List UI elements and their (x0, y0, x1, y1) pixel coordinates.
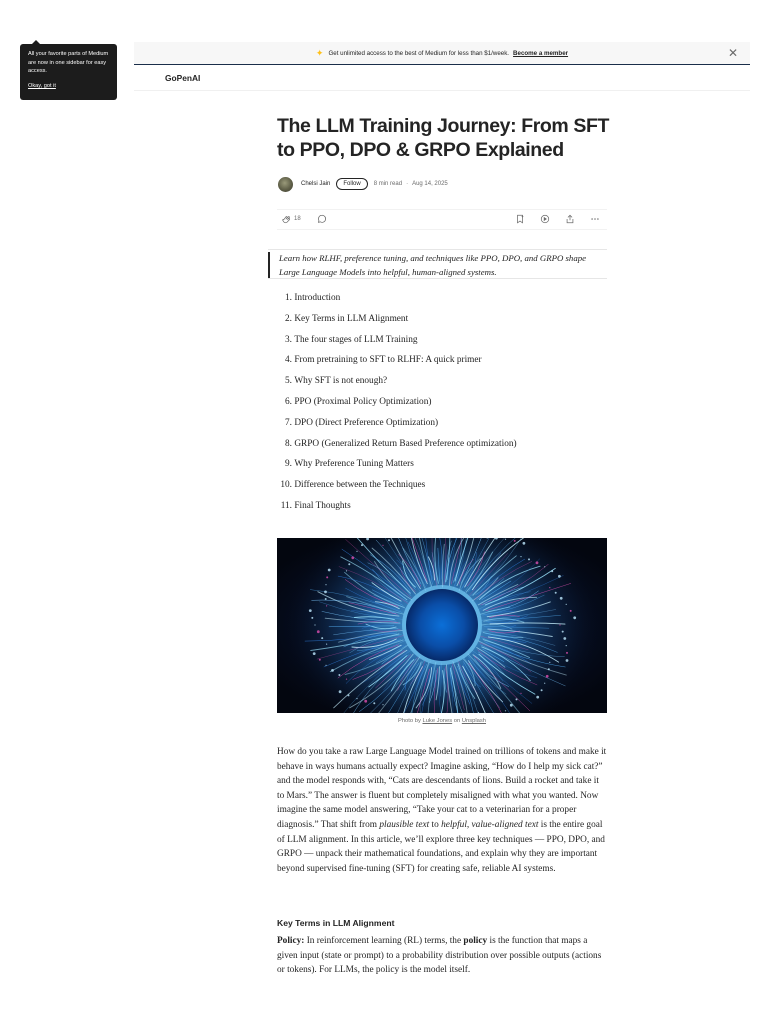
toc-number: 8. (285, 438, 292, 449)
toc-number: 1. (285, 293, 292, 303)
hero-particle (348, 563, 350, 565)
policy-label: Policy: (277, 936, 305, 946)
hero-particle (364, 700, 367, 703)
toc-number: 3. (285, 334, 292, 345)
quote-bar (268, 252, 270, 278)
caption-prefix: Photo by (397, 718, 421, 724)
toc-text: Why SFT is not enough? (294, 376, 388, 387)
hero-particle (549, 662, 550, 663)
hero-particle (551, 570, 553, 572)
unsplash-link[interactable]: Unsplash (461, 718, 487, 724)
hero-particle (382, 704, 383, 705)
comment-icon[interactable] (317, 214, 327, 226)
hero-particle (331, 669, 334, 672)
image-caption (277, 718, 607, 724)
article-subtitle (268, 249, 607, 279)
hero-particle (346, 570, 347, 571)
toc-text: Final Thoughts (294, 500, 351, 511)
listen-icon[interactable] (540, 214, 550, 226)
intro-emphasis-1: plausible text (379, 819, 430, 830)
hero-particle (505, 710, 506, 711)
byline (278, 176, 448, 192)
tooltip-ok-link[interactable]: Okay, got it (28, 82, 56, 89)
hero-particle (536, 561, 539, 564)
hero-particle (317, 630, 320, 633)
hero-particle (324, 591, 327, 594)
toc-text: The four stages of LLM Training (294, 334, 418, 345)
toc-item (277, 501, 597, 522)
toc-number: 4. (285, 355, 292, 366)
hero-particle (346, 679, 347, 680)
hero-particle (314, 624, 315, 625)
hero-particle (562, 631, 564, 633)
hero-particle (356, 551, 357, 552)
article-title: The LLM Training Journey: From SFT to PPO, DPO & GRPO Explained (277, 115, 609, 161)
hero-particle (566, 652, 568, 654)
banner-text: Get unlimited access to the best of Medium for less than $1/week. (328, 49, 510, 57)
intro-text-2: to (429, 819, 442, 830)
hero-particle (566, 604, 567, 605)
toc-text: Difference between the Techniques (294, 480, 426, 491)
hero-particle (560, 597, 563, 600)
hero-particle (541, 689, 543, 691)
hero-particle (558, 575, 561, 578)
hero-particle (505, 539, 506, 540)
hero-particle (520, 693, 521, 694)
hero-particle (548, 668, 550, 670)
publication-logo[interactable]: GoPenAI (165, 73, 201, 83)
share-icon[interactable] (565, 214, 575, 226)
hero-particle (536, 696, 539, 699)
intro-text-3: is the entire goal of LLM alignment. In this article, we’ll explore three key techniques — PPO, DPO, and GRPO — unpack their mathematical foundations, and explain why they are important beyond supervised fine-tuning (SFT) for creating safe, reliable AI systems. (277, 819, 605, 874)
toc-text: GRPO (Generalized Return Based Preference optimization) (294, 438, 517, 449)
clap-count: 18 (294, 216, 301, 222)
bookmark-icon[interactable] (515, 214, 525, 226)
policy-paragraph (277, 934, 607, 978)
policy-term: policy (463, 936, 488, 946)
sparkle-icon: ✦ (315, 47, 324, 58)
intro-paragraph (277, 745, 607, 876)
banner-divider (134, 64, 750, 65)
hero-particle (309, 609, 312, 612)
hero-particle (566, 645, 567, 646)
hero-particle (339, 690, 342, 693)
hero-particle (325, 598, 327, 600)
hero-particle (516, 698, 518, 700)
follow-button[interactable]: Follow (336, 178, 367, 190)
toc-number: 9. (285, 459, 292, 470)
close-icon[interactable]: ✕ (727, 46, 738, 60)
tooltip-text: All your favorite parts of Medium are now in one sidebar for easy access. (28, 51, 109, 75)
hero-particle (361, 544, 363, 546)
hero-particle (544, 683, 545, 684)
hero-particle (549, 587, 550, 588)
hero-particle (514, 540, 516, 542)
hero-particle (544, 566, 545, 567)
toc-item (277, 459, 597, 480)
intro-text-1: How do you take a raw Large Language Model trained on trillions of tokens and make it behave in ways humans actually expect? Imagine asking, “How do I help my sick cat?” and the model responds with, “Cats are descendants of lions. Build a rocket and take it to Mars.” The answer is fluent but completely misaligned with what you wanted. Now imagine the same model answering, “Take your cat to a veterinarian for a proper diagnosis.” That shift from (277, 747, 607, 830)
author-name[interactable]: Chelsi Jain (301, 181, 331, 187)
hero-particle (351, 556, 354, 559)
toc-item (277, 376, 597, 397)
policy-text-1: In reinforcement learning (RL) terms, the (304, 936, 464, 946)
toc-text: Key Terms in LLM Alignment (294, 313, 409, 324)
toc-text: Why Preference Tuning Matters (294, 459, 414, 470)
author-avatar[interactable] (278, 177, 293, 192)
hero-particle (326, 576, 328, 578)
hero-particle (326, 644, 327, 645)
caption-on: on (453, 718, 461, 724)
toc-number: 5. (285, 376, 292, 387)
hero-particle (528, 558, 530, 560)
hero-particle (382, 545, 383, 546)
publish-date: Aug 14, 2025 (412, 181, 448, 187)
toc-item (277, 480, 597, 501)
hero-particle (566, 659, 569, 662)
hero-particle (559, 624, 560, 625)
hero-image (277, 538, 607, 713)
table-of-contents (277, 293, 597, 522)
hero-particle (313, 652, 316, 655)
toc-item (277, 314, 597, 335)
hero-particle (325, 584, 326, 585)
toc-item (277, 397, 597, 418)
hero-particle (311, 617, 313, 619)
toc-item (277, 335, 597, 356)
byline-separator: · (406, 181, 409, 187)
hero-particle (373, 702, 375, 704)
toc-number: 11. (280, 500, 292, 511)
toc-number: 2. (285, 313, 292, 324)
hero-particle (328, 569, 331, 572)
hero-particle (388, 539, 390, 541)
policy-text-2: is the function that maps a given input (state or prompt) to a probability distribution over possible outputs (actions or tokens). For LLMs, the policy is the model itself. (277, 936, 602, 976)
clap-icon[interactable] (281, 214, 292, 227)
hero-particle (563, 637, 566, 640)
become-member-link[interactable]: Become a member (513, 49, 569, 57)
toc-text: Introduction (294, 293, 341, 303)
hero-particle (555, 592, 557, 594)
hero-particle (338, 674, 340, 676)
membership-banner (134, 42, 750, 64)
section-heading: Key Terms in LLM Alignment (277, 918, 395, 928)
toc-number: 10. (280, 480, 292, 491)
sidebar-tooltip (20, 44, 117, 100)
hero-particle (546, 675, 549, 678)
subtitle-text: Learn how RLHF, preference tuning, and techniques like PPO, DPO, and GRPO shape Large Language Models into helpful, human-aligned systems. (279, 253, 587, 277)
header-divider (134, 90, 750, 91)
hero-particle (523, 542, 526, 545)
hero-particle (510, 704, 513, 707)
hero-particle (356, 698, 357, 699)
photographer-link[interactable]: Luke Jones (422, 718, 453, 724)
toc-text: DPO (Direct Preference Optimization) (294, 417, 439, 428)
hero-particle (321, 637, 323, 639)
intro-emphasis-2: helpful, value-aligned text (441, 819, 539, 830)
more-icon[interactable] (590, 214, 600, 226)
hero-particle (319, 659, 321, 661)
toc-item (277, 293, 597, 314)
hero-particle (326, 605, 327, 606)
read-time: 8 min read (373, 181, 403, 187)
hero-particle (573, 616, 576, 619)
toc-item (277, 355, 597, 376)
hero-particle (520, 556, 521, 557)
toc-item (277, 439, 597, 460)
hero-particle (348, 694, 350, 696)
hero-particle (325, 665, 326, 666)
toc-text: PPO (Proximal Policy Optimization) (294, 396, 432, 407)
toc-text: From pretraining to SFT to RLHF: A quick primer (294, 355, 482, 366)
hero-particle (570, 610, 572, 612)
toc-number: 6. (285, 396, 292, 407)
action-bar (277, 209, 607, 230)
toc-number: 7. (285, 417, 292, 428)
toc-item (277, 418, 597, 439)
